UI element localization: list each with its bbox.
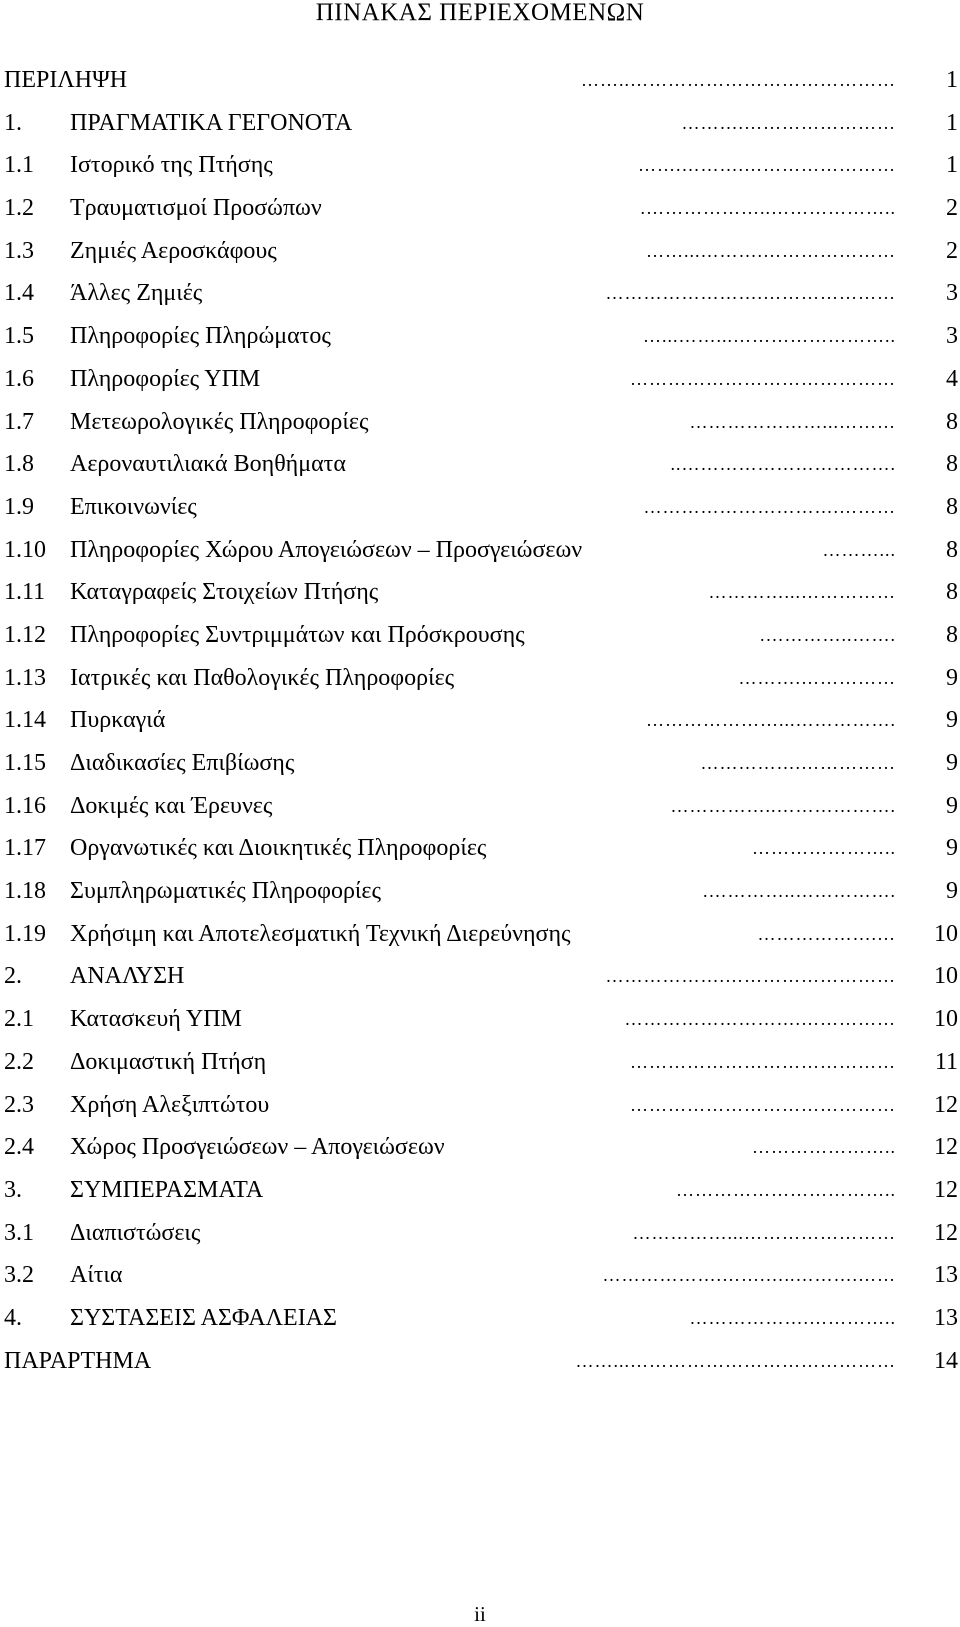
toc-page-number: 1 [946,109,958,136]
toc-dot-leader: ……….…………………… [681,112,896,133]
toc-dot-leader: ………………….. [752,838,896,859]
toc-title: Συμπληρωματικές Πληροφορίες [70,878,381,905]
toc-section-number: 1.4 [4,280,34,307]
toc-entry-1-8[interactable] [4,446,958,489]
toc-page-number: 9 [946,878,958,905]
page-footer-number: ii [474,1602,486,1626]
toc-title: Δοκιμαστική Πτήση [70,1048,267,1075]
toc-title: ΑΝΑΛΥΣΗ [70,963,185,990]
toc-entry-1-6[interactable] [4,361,958,404]
toc-page-number: 9 [946,792,958,819]
toc-dot-leader: ……….…………… [738,667,896,688]
toc-title: Πληροφορίες ΥΠΜ [70,365,261,392]
toc-page-number: 8 [946,408,958,435]
toc-section-number: 1.8 [4,451,34,478]
toc-section-number: 1.3 [4,237,34,264]
toc-page-number: 12 [934,1134,958,1161]
toc-entry-1-13[interactable] [4,660,958,703]
toc-dot-leader: ……………….…….…..……….…… [602,1265,896,1286]
toc-entry-appendix[interactable] [4,1343,958,1386]
toc-entry-1-11[interactable] [4,574,958,617]
toc-dot-leader: ……………….… [757,923,896,944]
toc-section-number: 1.11 [4,579,46,606]
toc-section-number: 1.16 [4,792,46,819]
toc-page-number: 8 [946,493,958,520]
toc-title: Πληροφορίες Συντριμμάτων και Πρόσκρουσης [70,621,525,648]
toc-page-number: 14 [934,1347,958,1374]
table-of-contents [4,62,958,1385]
toc-page-number: 13 [934,1262,958,1289]
page-title: ΠΙΝΑΚΑΣ ΠΕΡΙΕΧΟΜΕΝΩΝ [315,0,645,26]
toc-entry-1-17[interactable] [4,830,958,873]
toc-title: Καταγραφείς Στοιχείων Πτήσης [70,579,379,606]
toc-title: Χώρος Προσγειώσεων – Απογειώσεων [70,1134,445,1161]
toc-entry-2-4[interactable] [4,1129,958,1172]
toc-page-number: 12 [934,1176,958,1203]
toc-page-number: 1 [946,152,958,179]
toc-dot-leader: …………………...……………. [646,710,896,731]
toc-section-number: 4. [4,1304,22,1331]
toc-section-number: 3. [4,1176,22,1203]
toc-dot-leader: …….……….…………………… [638,155,896,176]
toc-dot-leader: ……………….………….. [689,1307,896,1328]
toc-dot-leader: …………………………….. [676,1179,896,1200]
toc-page-number: 1 [946,67,958,93]
toc-title: Πληροφορίες Πληρώματος [70,323,331,350]
toc-section-number: 2.3 [4,1091,34,1118]
toc-page-number: 2 [946,195,958,222]
toc-title: ΠΑΡΑΡΤΗΜΑ [4,1347,152,1374]
toc-entry-1-15[interactable] [4,745,958,788]
toc-entry-3[interactable] [4,1172,958,1215]
toc-dot-leader: ……………………….…………… [624,1009,896,1030]
toc-dot-leader: .…………..……………. [703,881,896,902]
toc-entry-1-18[interactable] [4,873,958,916]
toc-page-number: 8 [946,579,958,606]
toc-entry-1-14[interactable] [4,702,958,745]
toc-page-number: 2 [946,237,958,264]
toc-page-number: 12 [934,1091,958,1118]
toc-section-number: 2.2 [4,1048,34,1075]
toc-dot-leader: ………………………….……… [643,496,896,517]
toc-dot-leader: …………………………………… [630,1094,896,1115]
toc-section-number: 1.6 [4,365,34,392]
toc-entry-2-1[interactable] [4,1001,958,1044]
toc-dot-leader: ..……………………………. [670,454,896,475]
toc-title: Αίτια [70,1262,123,1289]
toc-page-number: 10 [934,920,958,947]
toc-section-number: 1.19 [4,920,46,947]
toc-section-number: 1.12 [4,621,46,648]
toc-entry-2[interactable] [4,958,958,1001]
toc-page-number: 8 [946,536,958,563]
toc-title: ΣΥΜΠΕΡΑΣΜΑΤΑ [70,1176,264,1203]
toc-section-number: 2.1 [4,1006,34,1033]
toc-dot-leader: ……………….……………………… [605,966,896,987]
toc-dot-leader: ……………..………………. [670,795,896,816]
toc-title: Οργανωτικές και Διοικητικές Πληροφορίες [70,835,487,862]
toc-title: Χρήση Αλεξιπτώτου [70,1091,270,1118]
toc-dot-leader: ………………….. [752,1137,896,1158]
toc-section-number: 2.4 [4,1134,34,1161]
toc-page-number: 8 [946,451,958,478]
toc-title: Πυρκαγιά [70,707,166,734]
toc-entry-3-1[interactable] [4,1215,958,1258]
toc-dot-leader: ……...…………………………………… [575,1350,896,1371]
toc-entry-1-19[interactable] [4,916,958,959]
toc-dot-leader: …………………………………… [630,368,896,389]
toc-dot-leader: ………... [822,539,896,560]
toc-title: Ιστορικό της Πτήσης [70,152,273,179]
toc-entry-1-1[interactable] [4,147,958,190]
toc-title: Διαπιστώσεις [70,1219,201,1246]
toc-page-number: 9 [946,750,958,776]
toc-entry-1-4[interactable] [4,275,958,318]
toc-entry-1[interactable] [4,105,958,148]
toc-title: Τραυματισμοί Προσώπων [70,195,322,222]
toc-entry-4[interactable] [4,1300,958,1343]
toc-entry-summary[interactable] [4,62,958,105]
toc-dot-leader: …………...…………… [708,582,896,603]
toc-dot-leader: …………………….………………… [605,283,896,304]
toc-section-number: 3.1 [4,1219,34,1246]
toc-section-number: 1.15 [4,750,46,776]
toc-dot-leader: …...……...…………………….. [643,326,896,347]
toc-entry-2-3[interactable] [4,1087,958,1130]
toc-title: Επικοινωνίες [70,493,197,520]
toc-entry-1-9[interactable] [4,489,958,532]
toc-section-number: 1.13 [4,664,46,691]
toc-entry-1-16[interactable] [4,788,958,831]
toc-dot-leader: ……..…………………………………… [581,70,896,90]
toc-dot-leader: .………………..……………….. [640,198,896,219]
toc-dot-leader: …………………...……… [689,411,896,432]
toc-entry-3-2[interactable] [4,1257,958,1300]
toc-section-number: 1.18 [4,878,46,905]
toc-dot-leader: .…………..……. [760,624,896,645]
toc-page-number: 9 [946,707,958,734]
toc-page-number: 4 [946,365,958,392]
toc-entry-1-2[interactable] [4,190,958,233]
toc-entry-1-12[interactable] [4,617,958,660]
toc-section-number: 1.9 [4,493,34,520]
toc-title: Κατασκευή ΥΠΜ [70,1006,242,1033]
toc-title: Πληροφορίες Χώρου Απογειώσεων – Προσγειώσεων [70,536,583,563]
toc-title: Αεροναυτιλιακά Βοηθήματα [70,451,346,478]
toc-entry-1-3[interactable] [4,233,958,276]
toc-page-number: 3 [946,323,958,350]
toc-section-number: 1.2 [4,195,34,222]
toc-title: ΣΥΣΤΑΣΕΙΣ ΑΣΦΑΛΕΙΑΣ [70,1304,337,1331]
toc-dot-leader: …………………………………… [630,1051,896,1072]
toc-section-number: 1.1 [4,152,34,179]
toc-page-number: 9 [946,835,958,862]
toc-section-number: 2. [4,963,22,990]
toc-title: Διαδικασίες Επιβίωσης [70,750,295,776]
toc-title: Άλλες Ζημιές [70,280,203,307]
toc-section-number: 1. [4,109,22,136]
toc-page-number: 3 [946,280,958,307]
toc-entry-1-10[interactable] [4,532,958,575]
toc-title: Μετεωρολογικές Πληροφορίες [70,408,369,435]
toc-page-number: 8 [946,621,958,648]
toc-title: Δοκιμές και Έρευνες [70,792,273,819]
toc-entry-2-2[interactable] [4,1044,958,1087]
toc-section-number: 1.10 [4,536,46,563]
toc-title: Ζημιές Αεροσκάφους [70,237,277,264]
toc-entry-1-7[interactable] [4,404,958,447]
toc-dot-leader: ……...……….………………… [646,240,896,261]
toc-section-number: 1.14 [4,707,46,734]
toc-page-number: 12 [934,1219,958,1246]
toc-entry-1-5[interactable] [4,318,958,361]
toc-page-number: 10 [934,1006,958,1033]
toc-page-number: 11 [934,1048,958,1075]
toc-title: ΠΕΡΙΛΗΨΗ [4,67,128,93]
toc-dot-leader: …………….…………… [700,753,896,773]
toc-section-number: 3.2 [4,1262,34,1289]
toc-section-number: 1.17 [4,835,46,862]
toc-section-number: 1.7 [4,408,34,435]
toc-page-number: 10 [934,963,958,990]
toc-dot-leader: ……………...…………………… [632,1222,896,1243]
toc-page-number: 9 [946,664,958,691]
toc-title: Ιατρικές και Παθολογικές Πληροφορίες [70,664,455,691]
toc-title: Χρήσιμη και Αποτελεσματική Τεχνική Διερεύνησης [70,920,571,947]
toc-page-number: 13 [934,1304,958,1331]
toc-section-number: 1.5 [4,323,34,350]
toc-title: ΠΡΑΓΜΑΤΙΚΑ ΓΕΓΟΝΟΤΑ [70,109,353,136]
